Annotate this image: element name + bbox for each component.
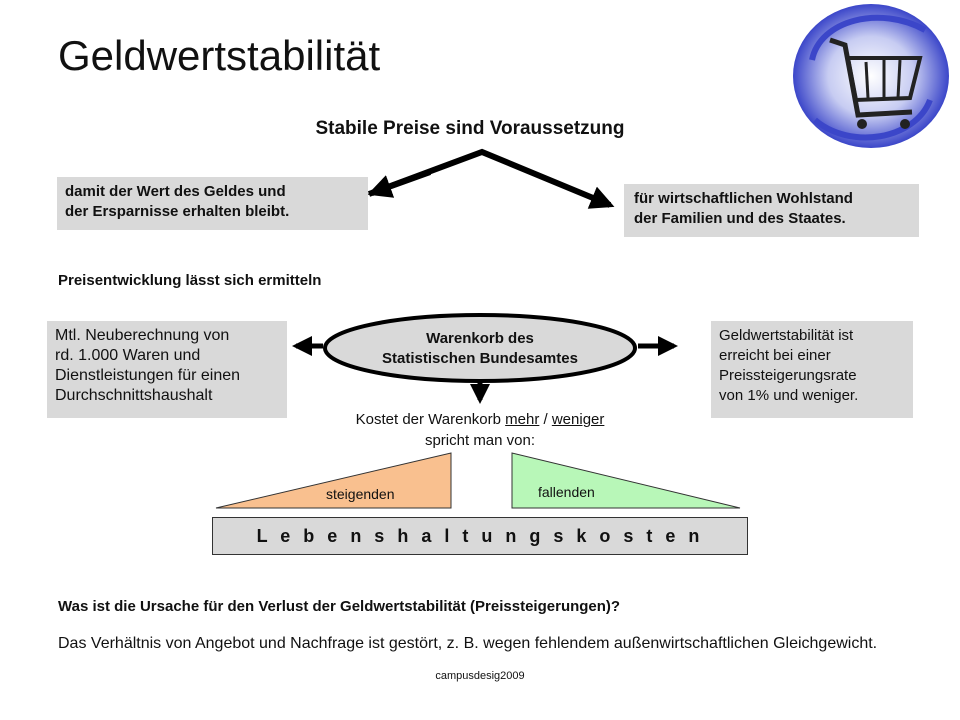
kostet-prefix: Kostet der Warenkorb xyxy=(355,411,506,428)
rising-label: steigenden xyxy=(326,486,395,502)
warenkorb-label xyxy=(325,329,635,369)
stability-criterion-box xyxy=(711,321,913,418)
weniger-word: weniger xyxy=(551,411,605,428)
calculation-box xyxy=(47,321,287,418)
subtitle: Stabile Preise sind Voraussetzung xyxy=(315,118,625,139)
warenkorb-line1: Warenkorb des xyxy=(426,330,534,347)
mehr-word: mehr xyxy=(505,411,540,428)
criterion-line2: erreicht bei einer xyxy=(719,347,831,364)
page-title: Geldwertstabilität xyxy=(58,32,381,79)
falling-label: fallenden xyxy=(538,484,595,500)
section-heading: Preisentwicklung lässt sich ermitteln xyxy=(58,272,322,289)
kostet-text xyxy=(300,409,660,451)
split-arrow-left-head xyxy=(372,172,430,193)
question-text: Was ist die Ursache für den Verlust der Geldwertstabilität (Preissteigerungen)? xyxy=(58,598,621,615)
value-preservation-line2: der Ersparnisse erhalten bleibt. xyxy=(65,203,290,220)
calculation-line2: rd. 1.000 Waren und xyxy=(55,347,201,364)
value-preservation-box xyxy=(57,177,368,230)
prosperity-line1: für wirtschaftlichen Wohlstand xyxy=(634,190,853,207)
calculation-line1: Mtl. Neuberechnung von xyxy=(55,327,230,344)
criterion-line4: von 1% und weniger. xyxy=(719,387,859,404)
kostet-line2: spricht man von: xyxy=(424,432,536,449)
warenkorb-line2: Statistischen Bundesamtes xyxy=(382,350,578,367)
prosperity-box xyxy=(624,184,919,237)
kostet-line1 xyxy=(300,409,660,430)
value-preservation-line1: damit der Wert des Geldes und xyxy=(65,183,286,200)
kostet-separator: / xyxy=(539,411,552,428)
living-costs-bar: L e b e n s h a l t u n g s k o s t e n xyxy=(212,517,748,555)
footer-credit: campusdesig2009 xyxy=(435,670,525,682)
criterion-line3: Preissteigerungsrate xyxy=(719,367,857,384)
calculation-line4: Durchschnittshaushalt xyxy=(55,387,213,404)
prosperity-line2: der Familien und des Staates. xyxy=(634,210,846,227)
calculation-line3: Dienstleistungen für einen xyxy=(55,367,241,384)
answer-text: Das Verhältnis von Angebot und Nachfrage ist gestört, z. B. wegen fehlendem außenwirtschaftlichen Gleichgewicht. xyxy=(58,635,878,652)
criterion-line1: Geldwertstabilität ist xyxy=(719,327,854,344)
